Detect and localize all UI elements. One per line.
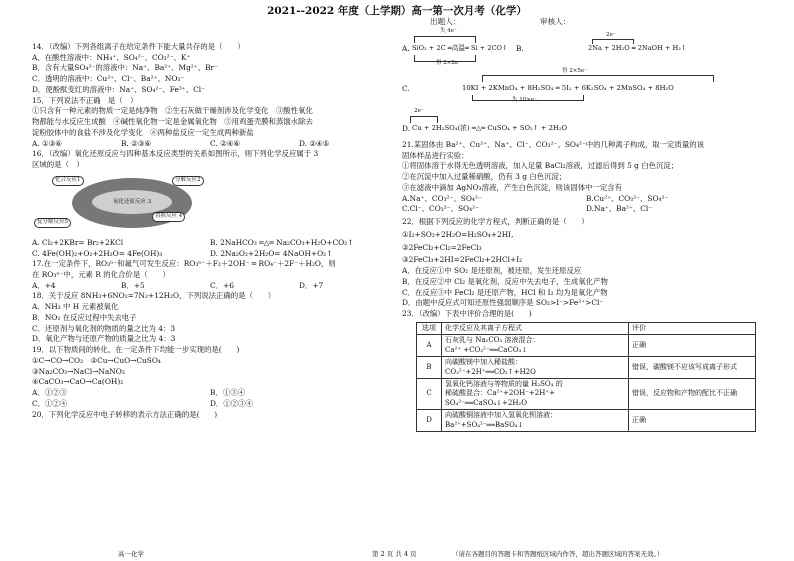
q15-option-c: C. ②④⑥: [210, 138, 240, 148]
q17-option-a: A．+4: [32, 280, 56, 290]
q16-option-a: A. Cl₂+2KBr= Br₂+2KCl: [32, 237, 124, 247]
row-evaluation: 错误，反应物和产物的配比不正确: [629, 378, 756, 409]
eq-line: 稀硫酸混合：Ca²⁺+2OH⁻+2H⁺+: [445, 389, 555, 398]
row-evaluation: 错误，碳酸镁不应该写成离子形式: [629, 357, 756, 379]
q20-c-bottom-label: 失 10×e⁻: [512, 97, 538, 103]
q14-option-b: B．含有大量SO₄²⁻的溶液中：Na⁺、Ba²⁺、Mg²⁺、Br⁻: [32, 63, 218, 73]
q19-option-c: C．①②④: [32, 398, 68, 408]
header-equation: 化学反应及其离子方程式: [442, 322, 629, 334]
header-option: 选项: [417, 322, 442, 334]
q19-option-d: D．①②③④: [210, 398, 253, 408]
q20-a-top-label: 失 4e⁻: [440, 28, 457, 34]
q14-option-c: C．透明的溶液中：Cu²⁺、Cl⁻、Ba²⁺、NO₃⁻: [32, 74, 185, 84]
q17-option-b: B．+5: [121, 280, 145, 290]
q21-line: ③在滤液中滴加 AgNO₃溶液，产生白色沉淀，则该固体中一定含有: [402, 182, 623, 192]
q20-c-label: C.: [402, 84, 410, 93]
q19-option-a: A．①②③: [32, 388, 67, 398]
question-16-cont: 区域的是（ ）: [32, 160, 84, 170]
q20-b-equation: 2Na + 2H₂O ═ 2NaOH + H₂↑: [588, 44, 687, 52]
q18-option-c: C．还原剂与氧化剂的物质的量之比为 4：3: [32, 323, 176, 333]
table-row: [417, 357, 756, 379]
q18-option-b: B．NO₂ 在反应过程中失去电子: [32, 312, 137, 322]
question-15: 15．下列说法不正确 是（ ）: [32, 95, 138, 105]
q21-options-row1: [402, 194, 770, 205]
q15-option-d: D. ②④⑤: [299, 138, 330, 148]
row-option: B: [417, 357, 442, 379]
q15-option-b: B. ②③⑥: [121, 138, 152, 148]
q18-option-d: D．氧化产物与还原产物的质量之比为 4：3: [32, 334, 176, 344]
row-option: A: [417, 335, 442, 357]
q20-c-equation: 10KI + 2KMnO₄ + 8H₂SO₄ ═ 5I₂ + 6K₂SO₄ + 2MnSO₄ + 8H₂O: [462, 84, 674, 92]
q20-option-b: [516, 28, 770, 68]
q21-line: 固体样品进行实验：: [402, 150, 469, 160]
footer-note: （请在各题目的答题卡和答题纸区域内作答，超出答题区域的答案无效。）: [452, 550, 664, 558]
q16-option-b: B. 2NaHCO₃ ═△═ Na₂CO₃+H₂O+CO₂↑: [210, 237, 354, 247]
q21-line: ①将固体溶于水得无色透明溶液，加入足量 BaCl₂溶液，过滤后得到 5 g 白色沉淀；: [402, 161, 679, 171]
q15-options: [32, 139, 388, 150]
question-16: 16．（改编）氧化还原反应与四种基本反应类型的关系如图所示，则下列化学反应属于 3: [32, 149, 319, 159]
q20-option-d: [402, 106, 770, 140]
row-equation: [442, 335, 629, 357]
q19-option-b: B．①③④: [210, 388, 245, 398]
question-14: 14．（改编）下列各组离子在给定条件下能大量共存的是（ ）: [32, 42, 245, 51]
q15-statement-line: 淀粉胶体中的食盐不涉及化学变化 ⑥两种盐反应一定生成两种新盐: [32, 127, 254, 137]
row-option: C: [417, 378, 442, 409]
q22-equation: ③2FeCl₃+2HI=2FeCl₂+2HCl+I₂: [402, 255, 523, 265]
q21-line: 21.某固体由 Ba²⁺、Cu²⁺、Na⁺、Cl⁻、CO₃²⁻、SO₄²⁻中的几种离子构成，取一定质量的该: [402, 140, 705, 149]
left-column: [32, 42, 388, 420]
q21-options-row2: [402, 204, 770, 215]
row-equation: [442, 357, 629, 379]
combination-box: 化合反应1: [52, 176, 84, 186]
header-evaluation: 评价: [629, 322, 756, 334]
footer-page: 第 2 页 共 4 页: [372, 550, 417, 558]
q21-line: ②在沉淀中加入过量稀硝酸，仍有 3 g 白色沉淀；: [402, 172, 567, 182]
table-row: [417, 335, 756, 357]
q19-options-row1: [32, 388, 388, 399]
table-header-row: [417, 322, 756, 334]
question-19: 19．以下物质间的转化，在一定条件下均能一步实现的是( ): [32, 345, 240, 355]
exam-title: 2021--2022 年度（上学期）高一第一次月考（化学）: [267, 5, 527, 17]
q20-option-a: [402, 28, 586, 68]
q20-d-top-label: 2e⁻: [414, 108, 424, 114]
q20-d-equation: Cu + 2H₂SO₄(浓) ═△═ CuSO₄ + SO₂↑ + 2H₂O: [412, 124, 568, 132]
q20-a-label: A.: [402, 44, 410, 53]
row-equation: [442, 378, 629, 409]
q16-option-d: D. 2Na₂O₂+2H₂O= 4NaOH+O₂↑: [210, 248, 333, 258]
q22-option-a: A．在反应①中 SO₂ 是还原剂，被还原，发生还原反应: [402, 266, 582, 276]
q15-statement-line: ①只含有一种元素的物质一定是纯净物 ②生石灰做干燥剂涉及化学变化 ③酸性氧化: [32, 106, 313, 116]
q20-d-top-bracket: [410, 116, 438, 123]
footer-subject: 高一化学: [118, 550, 144, 558]
q20-a-bottom-label: 得 2×2e⁻: [436, 60, 462, 66]
replacement-box: 置换反应 4: [152, 212, 185, 222]
q18-option-a: A．NH₃ 中 H 元素被氧化: [32, 302, 119, 312]
double-replacement-box: 复分解反应5: [34, 218, 71, 228]
q15-option-a: A. ①③⑥: [32, 138, 62, 148]
row-equation: [442, 410, 629, 432]
q20-c-top-label: 得 2×5e⁻: [562, 68, 588, 74]
q20-a-top-bracket: [414, 36, 476, 43]
q17-option-d: D．+7: [299, 280, 324, 290]
eq-line: 石灰乳与 Na₂CO₃ 溶液混合：: [445, 336, 540, 345]
q21-option-c: C.Cl⁻、CO₃²⁻、SO₄²⁻: [402, 204, 479, 214]
reaction-type-diagram: [32, 174, 388, 234]
question-17-cont: 在 RO₃ⁿ⁻中，元素 R 的化合价是（ ）: [32, 270, 170, 280]
q22-equation: ②2FeCl₂+Cl₂=2FeCl₃: [402, 242, 482, 252]
row-option: D: [417, 410, 442, 432]
q21-option-a: A.Na⁺、CO₃²⁻、SO₄²⁻: [402, 193, 482, 203]
question-22: 22．根据下列反应的化学方程式，判断正确的是（ ）: [402, 217, 589, 227]
q21-option-d: D.Na⁺、Ba²⁺、Cl⁻: [586, 204, 653, 214]
q14-option-d: D．使酚酞变红的溶液中：Na⁺、SO₄²⁻、Fe³⁺、Cl⁻: [32, 84, 205, 94]
table-row: [417, 378, 756, 409]
q20-b-label: B.: [516, 44, 524, 53]
question-18: 18．关于反应 8NH₃+6NO₂=7N₂+12H₂O，下列说法正确的是（ ）: [32, 291, 276, 301]
eq-line: Ca²⁺ +CO₃²⁻══CaCO₃↓: [445, 345, 528, 354]
eq-line: 氢氧化钙溶液与等物质的量 H₂SO₄ 的: [445, 379, 563, 388]
q22-option-b: B．在反应②中 Cl₂ 是氧化剂，反应中失去电子，生成氧化产物: [402, 276, 608, 286]
q22-equation: ①I₂+SO₂+2H₂O=H₂SO₄+2HI,: [402, 229, 514, 239]
right-column: [402, 28, 770, 432]
q16-option-c: C. 4Fe(OH)₂+O₂+2H₂O= 4Fe(OH)₃: [32, 248, 163, 258]
evaluation-table: [416, 322, 756, 432]
table-row: [417, 410, 756, 432]
q22-option-d: D．由题中反应式可知还原性强弱顺序是 SO₂>I⁻>Fe²⁺>Cl⁻: [402, 298, 604, 308]
q15-statement-line: 物都能与水反应生成酸 ④碱性氧化物一定是金属氧化物 ⑤用鸡蛋壳膜和蒸馏水除去: [32, 117, 313, 127]
q19-options-row2: [32, 399, 388, 410]
q19-item: ①C→CO→CO₂ ②Cu→CuO→CuSO₄: [32, 355, 161, 365]
q16-options-row2: [32, 249, 388, 260]
q14-option-a: A．在酸性溶液中：NH₄⁺、SO₄²⁻、CO₃²⁻、K⁺: [32, 52, 191, 62]
reviewer-label: 审核人：: [540, 17, 571, 26]
q20-b-top-label: 2e⁻: [606, 32, 616, 38]
q19-item: ④CaCO₃→CaO→Ca(OH)₂: [32, 377, 124, 387]
eq-line: CO₃²⁻+2H⁺══CO₂↑+H2O: [445, 367, 536, 376]
q16-options-row1: [32, 238, 388, 249]
eq-line: 向硫酸铜溶液中加入氢氧化钡溶液：: [445, 411, 557, 420]
q17-option-c: C．+6: [210, 280, 234, 290]
q20-c-top-bracket: [482, 75, 714, 82]
question-17: 17.在一定条件下，RO₃ⁿ⁻和氟气可发生反应：RO₃ⁿ⁻＋F₂＋2OH⁻ ═ RO₄⁻＋2F⁻＋H₂O，则: [32, 259, 336, 269]
eq-line: 向碳酸镁中加入稀盐酸：: [445, 358, 522, 367]
q21-option-b: B.Cu²⁺、CO₃²⁻、SO₄²⁻: [586, 193, 669, 203]
eq-line: Ba²⁺+SO₄²⁻══BaSO₄↓: [445, 420, 524, 429]
q20-a-equation: SiO₂ + 2C ═高温═ Si + 2CO↑: [412, 44, 508, 52]
q20-d-label: D.: [402, 124, 411, 133]
q22-option-c: C．在反应③中 FeCl₂ 是还原产物，HCl 和 I₂ 均为是氧化产物: [402, 287, 608, 297]
q17-options: [32, 281, 388, 292]
q20-ab-row: [402, 28, 770, 68]
row-evaluation: 正确: [629, 335, 756, 357]
question-23: 23．（改编）下表中评价合理的是( ): [402, 309, 532, 319]
question-20: 20．下列化学反应中电子转移的表示方法正确的是( ): [32, 409, 218, 419]
row-evaluation: 正确: [629, 410, 756, 432]
q19-item: ③Na₂CO₃→NaCl→NaNO₃: [32, 366, 125, 376]
q20-option-c: [402, 68, 770, 106]
setter-label: 出题人：: [430, 17, 461, 26]
redox-region-label: 氧化还原反应 3: [92, 190, 172, 214]
decomposition-box: 分解反应2: [172, 176, 204, 186]
eq-line: SO₄²⁻══CaSO₄↓+2H₂O: [445, 398, 527, 407]
